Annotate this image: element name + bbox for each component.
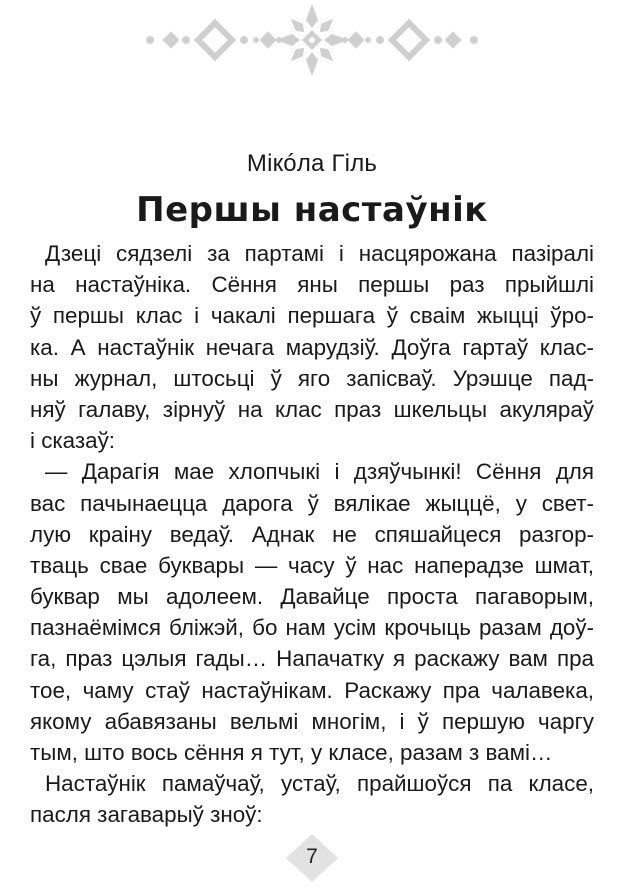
text-line: ны журнал, штосьці ў яго запісваў. Урэшце пад- [30,365,594,391]
text-line: ка. А настаўнік нечага марудзіў. Доўга гартаў клас- [30,334,594,360]
text-line: — Дарагія мае хлопчыкі і дзяўчынкі! Сёння для [45,459,594,485]
text-line: га, праз цэлыя гады… Напачатку я раскажу вам пра [30,646,594,672]
text-line: якому абавязаны вельмі многім, і ў першую чаргу [30,708,594,734]
folk-ornament-icon [0,0,624,80]
text-line: на настаўніка. Сёння яны першы раз прыйшлі [30,272,594,298]
text-line: і сказаў: [30,428,116,454]
text-line: пазнаёмімся бліжэй, бо нам усім крочыць разам доў- [30,615,594,641]
page-number: 7 [306,845,318,868]
text-line: Дзеці сядзелі за партамі і насцярожана пазіралі [45,241,594,266]
text-line: тым, што вось сёння я тут, у класе, разам з вамі… [30,740,553,765]
text-line: вас пачынаецца дарога ў вялікае жыццё, у свет- [30,490,594,516]
text-line: пасля загаварыў зноў: [30,802,263,828]
author-name: Мікóла Гіль [246,150,378,177]
text-line: ў першы клас і чакалі першага ў сваім жыцці ўро- [30,303,594,329]
story-body [30,238,594,831]
text-line: тое, чаму стаў настаўнікам. Раскажу пра чалавека, [30,677,594,703]
text-line: Настаўнік памаўчаў, устаў, прайшоўся па класе, [45,771,594,797]
text-line: буквар мы адолеем. Давайце проста пагаворым, [30,584,594,610]
page-number-badge [282,832,342,884]
story-title: Першы настаўнік [136,190,488,230]
text-line: тваць свае буквары — часу ў нас наперадзе шмат, [30,552,594,578]
text-line: няў галаву, зірнуў на клас праз шкельцы акуляраў [30,396,594,422]
text-line: лую краіну ведаў. Аднак не спяшайцеся разгор- [30,521,594,547]
